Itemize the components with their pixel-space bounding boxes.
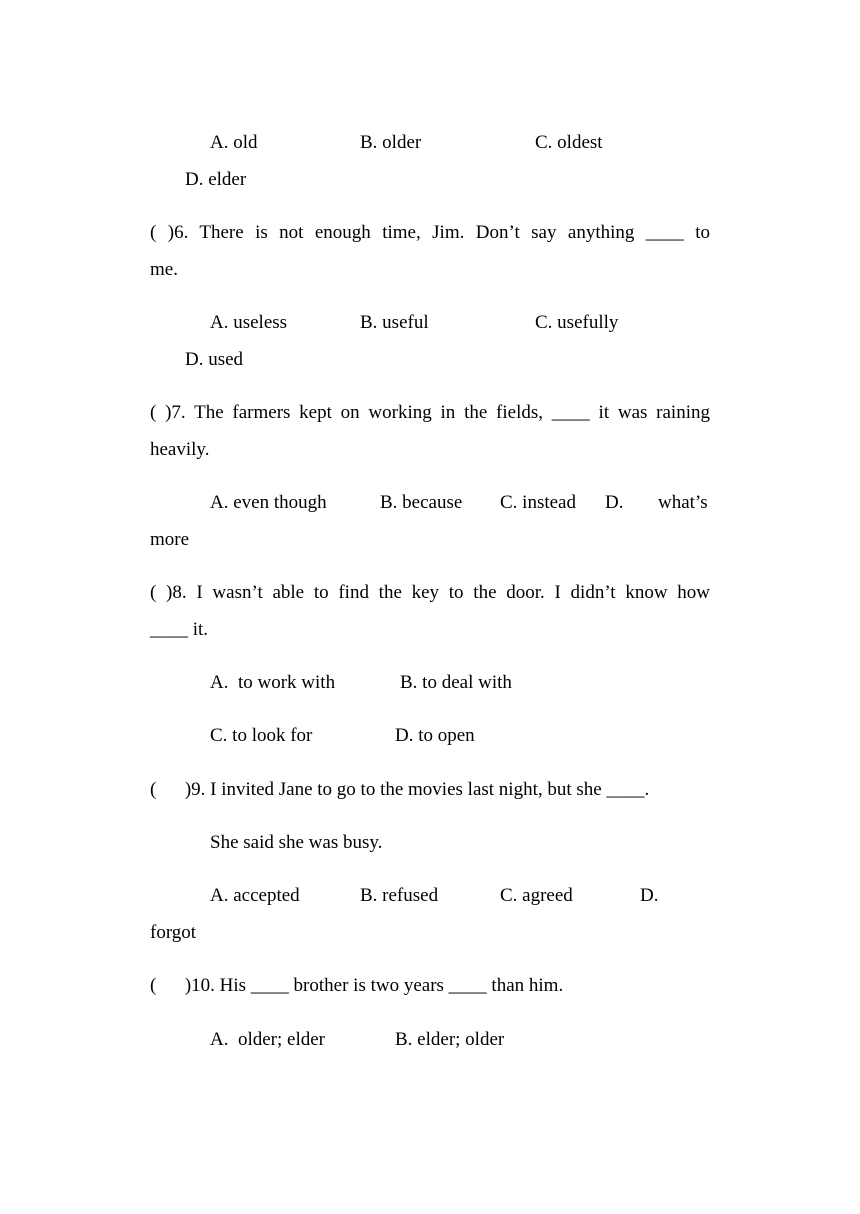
carryover-option-a: A. old [210, 132, 258, 153]
question-8-option-b: B. to deal with [400, 672, 512, 693]
question-9-option-c: C. agreed [500, 885, 573, 906]
question-9-stem-cont: She said she was busy. [210, 832, 383, 853]
question-7-option-b: B. because [380, 492, 463, 513]
question-8-option-d: D. to open [395, 725, 475, 746]
question-10-option-a: A. older; elder [210, 1029, 326, 1050]
carryover-option-d: D. elder [185, 169, 247, 190]
question-9-stem: ( )9. I invited Jane to go to the movies last night, but she ____. [150, 779, 650, 800]
question-9-option-b: B. refused [360, 885, 439, 906]
question-8-stem-cont: ____ it. [150, 619, 209, 640]
question-7-option-d: D. [605, 492, 624, 513]
question-10-option-b: B. elder; older [395, 1029, 505, 1050]
question-8-option-a: A. to work with [210, 672, 336, 693]
question-7-option-d-text: what’s [658, 492, 708, 513]
question-6-option-b: B. useful [360, 312, 429, 333]
question-6-stem: ( )6. There is not enough time, Jim. Don’t say anything ____ to [150, 222, 710, 243]
question-6-option-a: A. useless [210, 312, 288, 333]
question-9-option-d-cont: forgot [150, 922, 197, 943]
question-9-option-a: A. accepted [210, 885, 300, 906]
question-6-option-c: C. usefully [535, 312, 619, 333]
carryover-option-c: C. oldest [535, 132, 603, 153]
question-7-option-a: A. even though [210, 492, 327, 513]
question-6-option-d: D. used [185, 349, 244, 370]
question-8-option-c: C. to look for [210, 725, 313, 746]
question-6-stem-cont: me. [150, 259, 178, 280]
carryover-option-b: B. older [360, 132, 422, 153]
question-7-option-c: C. instead [500, 492, 576, 513]
question-8-stem: ( )8. I wasn’t able to find the key to the door. I didn’t know how [150, 582, 710, 603]
question-7-stem: ( )7. The farmers kept on working in the fields, ____ it was raining [150, 402, 710, 423]
question-10-stem: ( )10. His ____ brother is two years ____ than him. [150, 975, 564, 996]
question-7-stem-cont: heavily. [150, 439, 210, 460]
question-9-option-d: D. [640, 885, 659, 906]
question-7-option-d-cont: more [150, 529, 190, 550]
